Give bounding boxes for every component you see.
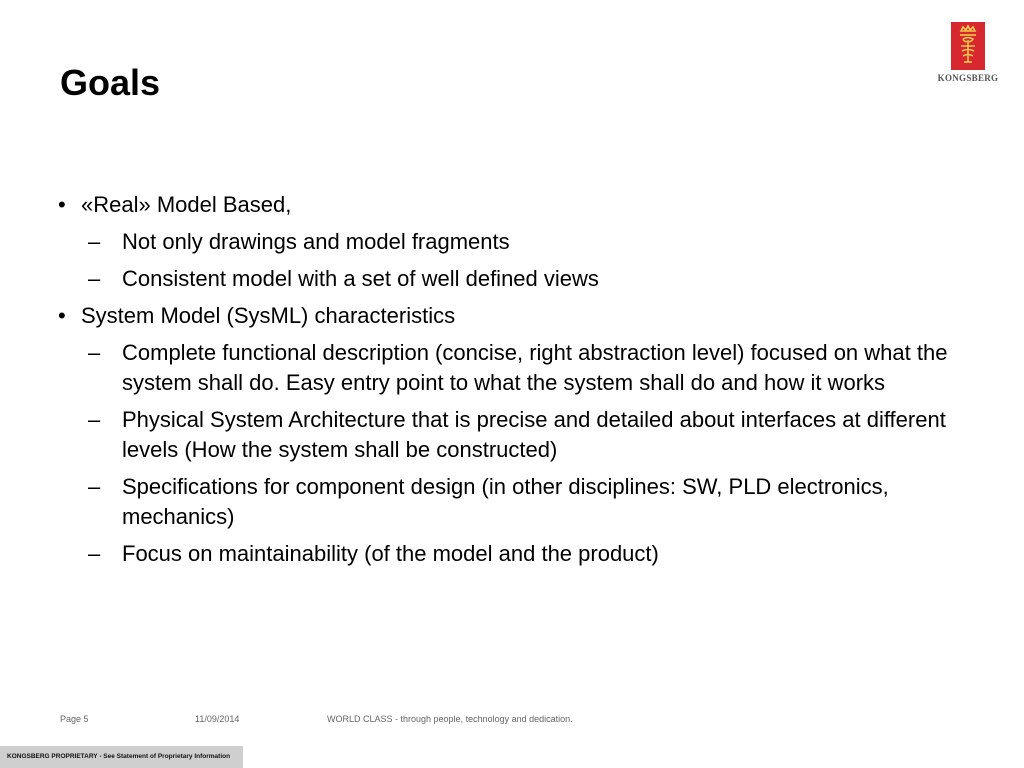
sub-bullet-text: Complete functional description (concise, right abstraction level) focused on what the system shall do. Easy entry point to what the system shall do and how it works — [122, 340, 948, 395]
sub-bullet-text: Not only drawings and model fragments — [122, 229, 510, 254]
sub-bullet-item — [58, 405, 958, 465]
crest-icon — [951, 22, 985, 70]
bullet-text: «Real» Model Based, — [81, 192, 292, 217]
footer-page-number: Page 5 — [60, 714, 89, 724]
dash-marker: – — [88, 340, 101, 365]
slide-content — [58, 190, 958, 576]
sub-bullet-text: Consistent model with a set of well defined views — [122, 266, 599, 291]
sub-bullet-item — [58, 338, 958, 398]
sub-bullet-text: Focus on maintainability (of the model and the product) — [122, 541, 659, 566]
sub-bullet-item — [58, 227, 958, 257]
proprietary-notice: KONGSBERG PROPRIETARY - See Statement of Proprietary Information — [0, 746, 243, 768]
sub-bullet-text: Physical System Architecture that is precise and detailed about interfaces at different levels (How the system shall be constructed) — [122, 407, 946, 462]
footer-date: 11/09/2014 — [195, 714, 240, 724]
sub-bullet-item — [58, 264, 958, 294]
logo-wordmark: KONGSBERG — [937, 73, 999, 83]
dash-marker: – — [88, 474, 101, 499]
bullet-item — [58, 301, 958, 331]
dash-marker: – — [88, 229, 101, 254]
slide-title: Goals — [60, 62, 161, 103]
dash-marker: – — [88, 541, 101, 566]
bullet-text: System Model (SysML) characteristics — [81, 303, 456, 328]
dash-marker: – — [88, 407, 101, 432]
kongsberg-logo — [928, 22, 1008, 92]
bullet-item — [58, 190, 958, 220]
bullet-marker: • — [58, 192, 66, 217]
sub-bullet-item — [58, 539, 958, 569]
dash-marker: – — [88, 266, 101, 291]
bullet-marker: • — [58, 303, 66, 328]
sub-bullet-item — [58, 472, 958, 532]
footer-tagline: WORLD CLASS - through people, technology and dedication. — [327, 714, 573, 724]
sub-bullet-text: Specifications for component design (in other disciplines: SW, PLD electronics, mechanics) — [122, 474, 889, 529]
